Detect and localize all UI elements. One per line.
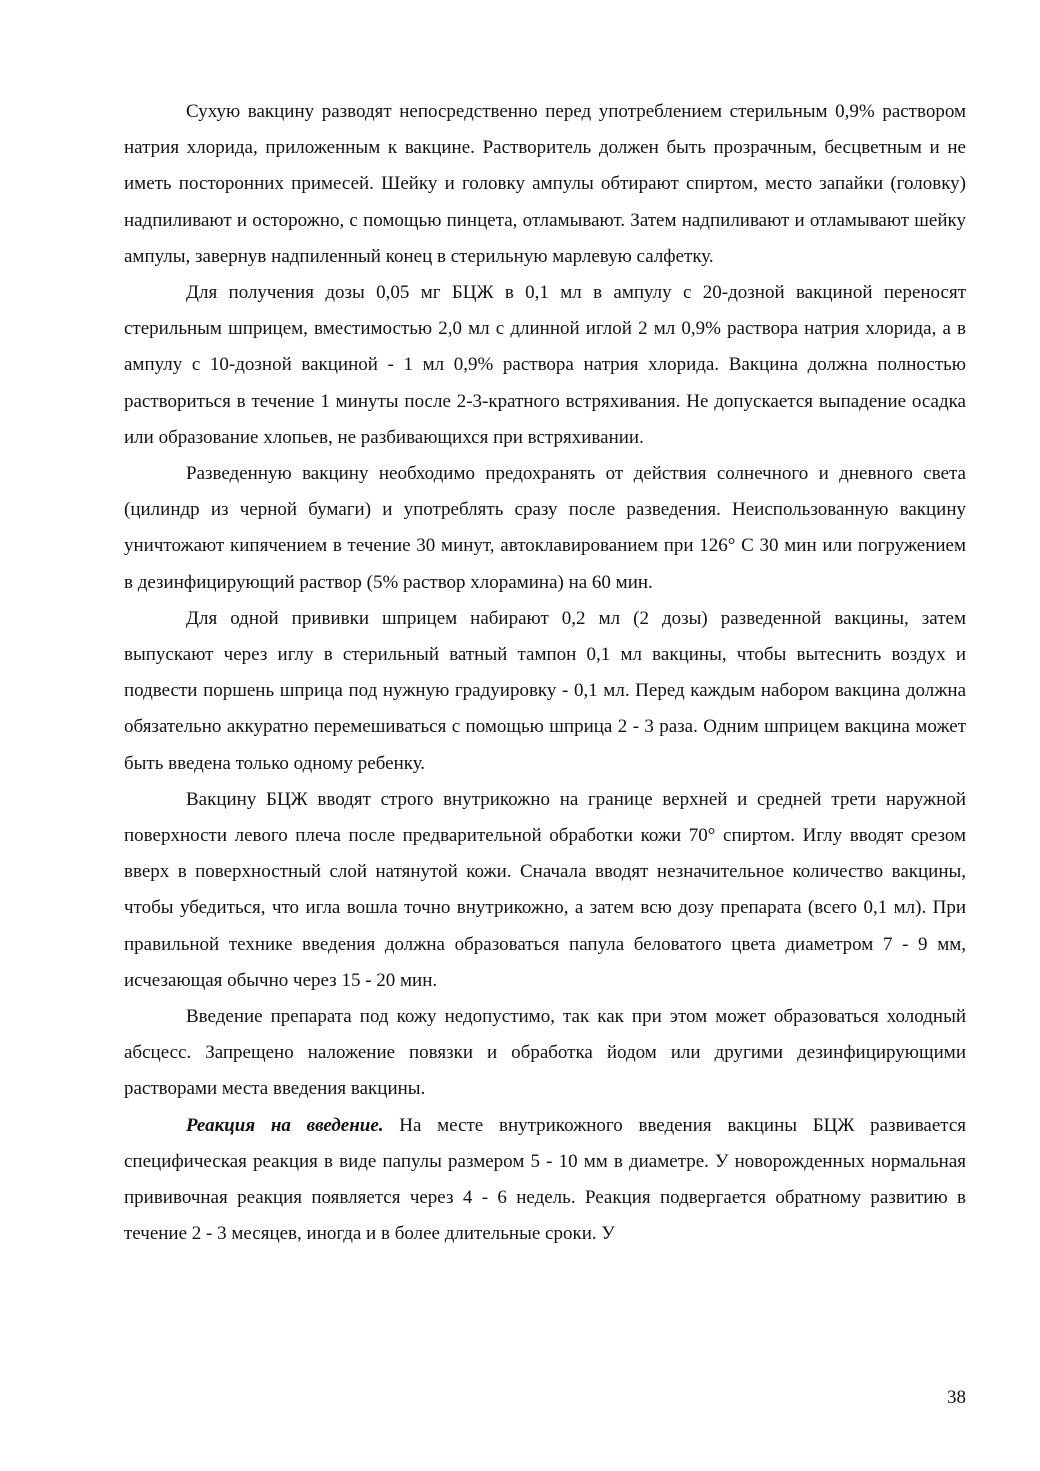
paragraph-text: Для получения дозы 0,05 мг БЦЖ в 0,1 мл в ампулу с 20-дозной вакциной переносят стерильным шприцем, вместимостью 2,0 мл с длинной иглой 2 мл 0,9% раствора натрия хлорида, а в ампулу с 10-дозной вакциной - 1 мл 0,9% раствора натрия хлорида. Вакцина должна полностью раствориться в течение 1 минуты после 2-3-кратного встряхивания. Не допускается выпадение осадка или образование хлопьев, не разбивающихся при встряхивании. [124,282,966,448]
paragraph-syringe-filling [124,601,966,782]
paragraph-storage-disposal [124,456,966,601]
paragraph-text: Разведенную вакцину необходимо предохранять от действия солнечного и дневного света (цилиндр из черной бумаги) и употреблять сразу после разведения. Неиспользованную вакцину уничтожают кипячением в течение 30 минут, автоклавированием при 126° С 30 мин или погружением в дезинфицирующий раствор (5% раствор хлорамина) на 60 мин. [124,463,966,593]
paragraph-text: Для одной прививки шприцем набирают 0,2 мл (2 дозы) разведенной вакцины, затем выпускают через иглу в стерильный ватный тампон 0,1 мл вакцины, чтобы вытеснить воздух и подвести поршень шприца под нужную градуировку - 0,1 мл. Перед каждым набором вакцина должна обязательно аккуратно перемешиваться с помощью шприца 2 - 3 раза. Одним шприцем вакцина может быть введена только одному ребенку. [124,607,966,774]
paragraph-text: Введение препарата под кожу недопустимо, так как при этом может образоваться холодный абсцесс. Запрещено наложение повязки и обработка йодом или другими дезинфицирующими растворами места введения вакцины. [124,1006,966,1100]
paragraph-vaccine-dilution [124,94,966,275]
paragraph-injection-technique [124,782,966,999]
paragraph-text: Сухую вакцину разводят непосредственно перед употреблением стерильным 0,9% раствором натрия хлорида, приложенным к вакцине. Растворитель должен быть прозрачным, бесцветным и не иметь посторонних примесей. Шейку и головку ампулы обтирают спиртом, место запайки (головку) надпиливают и осторожно, с помощью пинцета, отламывают. Затем надпиливают и отламывают шейку ампулы, завернув надпиленный конец в стерильную марлевую салфетку. [124,101,966,267]
page-number: 38 [947,1387,966,1408]
paragraph-dose-preparation [124,275,966,456]
document-page [124,94,966,1253]
paragraph-lead-heading: Реакция на введение. [186,1114,384,1136]
paragraph-reaction [124,1108,966,1253]
paragraph-text: На месте внутрикожного введения вакцины БЦЖ развивается специфическая реакция в виде папулы размером 5 - 10 мм в диаметре. У новорожденных нормальная прививочная реакция появляется через 4 - 6 недель. Реакция подвергается обратному развитию в течение 2 - 3 месяцев, иногда и в более длительные сроки. У [124,1114,966,1245]
paragraph-text: Вакцину БЦЖ вводят строго внутрикожно на границе верхней и средней трети наружной поверхности левого плеча после предварительной обработки кожи 70° спиртом. Иглу вводят срезом вверх в поверхностный слой натянутой кожи. Сначала вводят незначительное количество вакцины, чтобы убедиться, что игла вошла точно внутрикожно, а затем всю дозу препарата (всего 0,1 мл). При правильной технике введения должна образоваться папула беловатого цвета диаметром 7 - 9 мм, исчезающая обычно через 15 - 20 мин. [124,788,966,991]
paragraph-contraindications [124,999,966,1108]
